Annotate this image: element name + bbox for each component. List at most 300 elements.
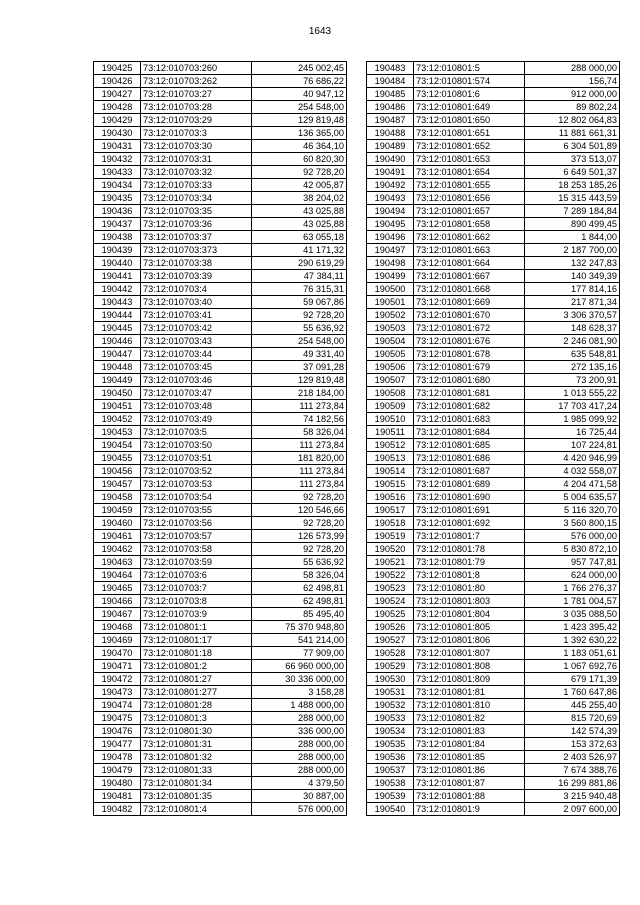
cadastral-number-cell: 73:12:010801:686: [414, 452, 525, 465]
cadastral-number-cell: 73:12:010801:31: [141, 738, 252, 751]
cadastral-number-cell: 73:12:010801:657: [414, 205, 525, 218]
cadastral-value-cell: 890 499,45: [525, 218, 620, 231]
table-row: [367, 348, 620, 361]
cadastral-number-cell: 73:12:010801:680: [414, 374, 525, 387]
record-number-cell: 190502: [367, 309, 414, 322]
table-row: [367, 634, 620, 647]
cadastral-value-cell: 5 116 320,70: [525, 504, 620, 517]
cadastral-number-cell: 73:12:010703:51: [141, 452, 252, 465]
cadastral-value-cell: 76 686,22: [252, 75, 347, 88]
record-number-cell: 190465: [94, 582, 141, 595]
record-number-cell: 190463: [94, 556, 141, 569]
record-number-cell: 190512: [367, 439, 414, 452]
cadastral-number-cell: 73:12:010801:6: [414, 88, 525, 101]
table-row: [94, 426, 347, 439]
cadastral-value-cell: 541 214,00: [252, 634, 347, 647]
record-number-cell: 190461: [94, 530, 141, 543]
table-row: [367, 153, 620, 166]
cadastral-number-cell: 73:12:010703:32: [141, 166, 252, 179]
cadastral-value-cell: 6 304 501,89: [525, 140, 620, 153]
record-number-cell: 190464: [94, 569, 141, 582]
cadastral-number-cell: 73:12:010801:808: [414, 660, 525, 673]
cadastral-value-cell: 373 513,07: [525, 153, 620, 166]
table-row: [94, 400, 347, 413]
cadastral-value-cell: 49 331,40: [252, 348, 347, 361]
table-row: [94, 777, 347, 790]
table-row: [367, 764, 620, 777]
cadastral-number-cell: 73:12:010703:27: [141, 88, 252, 101]
table-row: [94, 75, 347, 88]
cadastral-value-cell: 40 947,12: [252, 88, 347, 101]
cadastral-number-cell: 73:12:010801:4: [141, 803, 252, 816]
table-row: [94, 595, 347, 608]
table-row: [367, 101, 620, 114]
cadastral-value-cell: 272 135,16: [525, 361, 620, 374]
record-number-cell: 190536: [367, 751, 414, 764]
table-row: [367, 179, 620, 192]
cadastral-number-cell: 73:12:010801:649: [414, 101, 525, 114]
cadastral-value-cell: 254 548,00: [252, 101, 347, 114]
table-row: [367, 504, 620, 517]
cadastral-number-cell: 73:12:010801:810: [414, 699, 525, 712]
record-number-cell: 190429: [94, 114, 141, 127]
cadastral-number-cell: 73:12:010801:689: [414, 478, 525, 491]
cadastral-number-cell: 73:12:010801:83: [414, 725, 525, 738]
cadastral-value-cell: 1 392 630,22: [525, 634, 620, 647]
cadastral-value-cell: 7 674 388,76: [525, 764, 620, 777]
cadastral-value-cell: 445 255,40: [525, 699, 620, 712]
record-number-cell: 190456: [94, 465, 141, 478]
table-row: [94, 660, 347, 673]
cadastral-number-cell: 73:12:010801:80: [414, 582, 525, 595]
cadastral-number-cell: 73:12:010801:88: [414, 790, 525, 803]
table-row: [94, 556, 347, 569]
table-row: [94, 361, 347, 374]
table-row: [367, 400, 620, 413]
record-number-cell: 190437: [94, 218, 141, 231]
cadastral-value-cell: 624 000,00: [525, 569, 620, 582]
record-number-cell: 190497: [367, 244, 414, 257]
cadastral-value-cell: 2 187 700,00: [525, 244, 620, 257]
table-row: [94, 205, 347, 218]
record-number-cell: 190485: [367, 88, 414, 101]
cadastral-number-cell: 73:12:010801:78: [414, 543, 525, 556]
table-row: [94, 491, 347, 504]
record-number-cell: 190533: [367, 712, 414, 725]
table-row: [94, 647, 347, 660]
table-row: [367, 530, 620, 543]
cadastral-value-cell: 288 000,00: [252, 751, 347, 764]
table-row: [367, 205, 620, 218]
cadastral-number-cell: 73:12:010703:30: [141, 140, 252, 153]
cadastral-value-cell: 62 498,81: [252, 582, 347, 595]
cadastral-number-cell: 73:12:010801:33: [141, 764, 252, 777]
cadastral-value-cell: 11 881 661,31: [525, 127, 620, 140]
cadastral-value-cell: 66 960 000,00: [252, 660, 347, 673]
cadastral-number-cell: 73:12:010801:86: [414, 764, 525, 777]
cadastral-number-cell: 73:12:010703:48: [141, 400, 252, 413]
cadastral-number-cell: 73:12:010801:653: [414, 153, 525, 166]
table-row: [367, 218, 620, 231]
cadastral-value-cell: 92 728,20: [252, 543, 347, 556]
cadastral-value-cell: 12 802 064,83: [525, 114, 620, 127]
table-row: [94, 712, 347, 725]
record-number-cell: 190529: [367, 660, 414, 673]
cadastral-value-cell: 47 384,11: [252, 270, 347, 283]
cadastral-number-cell: 73:12:010801:805: [414, 621, 525, 634]
cadastral-number-cell: 73:12:010801:85: [414, 751, 525, 764]
table-row: [94, 569, 347, 582]
right-cadastre-table: [366, 61, 620, 816]
record-number-cell: 190519: [367, 530, 414, 543]
cadastral-number-cell: 73:12:010801:2: [141, 660, 252, 673]
cadastral-value-cell: 58 326,04: [252, 426, 347, 439]
cadastral-value-cell: 635 548,81: [525, 348, 620, 361]
cadastral-number-cell: 73:12:010801:7: [414, 530, 525, 543]
cadastral-value-cell: 1 985 099,92: [525, 413, 620, 426]
record-number-cell: 190479: [94, 764, 141, 777]
cadastral-number-cell: 73:12:010703:38: [141, 257, 252, 270]
cadastral-number-cell: 73:12:010801:574: [414, 75, 525, 88]
table-row: [94, 166, 347, 179]
record-number-cell: 190468: [94, 621, 141, 634]
record-number-cell: 190487: [367, 114, 414, 127]
cadastral-number-cell: 73:12:010703:39: [141, 270, 252, 283]
record-number-cell: 190450: [94, 387, 141, 400]
record-number-cell: 190433: [94, 166, 141, 179]
table-row: [94, 153, 347, 166]
cadastral-value-cell: 120 546,66: [252, 504, 347, 517]
record-number-cell: 190532: [367, 699, 414, 712]
cadastral-value-cell: 2 403 526,97: [525, 751, 620, 764]
record-number-cell: 190432: [94, 153, 141, 166]
cadastral-value-cell: 55 636,92: [252, 556, 347, 569]
record-number-cell: 190434: [94, 179, 141, 192]
cadastral-value-cell: 85 495,40: [252, 608, 347, 621]
cadastral-number-cell: 73:12:010703:31: [141, 153, 252, 166]
record-number-cell: 190472: [94, 673, 141, 686]
cadastral-number-cell: 73:12:010801:84: [414, 738, 525, 751]
cadastral-number-cell: 73:12:010801:685: [414, 439, 525, 452]
record-number-cell: 190459: [94, 504, 141, 517]
table-row: [94, 803, 347, 816]
cadastral-value-cell: 1 013 555,22: [525, 387, 620, 400]
cadastral-value-cell: 679 171,39: [525, 673, 620, 686]
table-row: [367, 296, 620, 309]
record-number-cell: 190478: [94, 751, 141, 764]
record-number-cell: 190508: [367, 387, 414, 400]
cadastral-number-cell: 73:12:010801:35: [141, 790, 252, 803]
table-row: [367, 686, 620, 699]
record-number-cell: 190443: [94, 296, 141, 309]
cadastral-value-cell: 75 370 948,80: [252, 621, 347, 634]
record-number-cell: 190539: [367, 790, 414, 803]
table-row: [367, 439, 620, 452]
record-number-cell: 190493: [367, 192, 414, 205]
table-row: [94, 634, 347, 647]
record-number-cell: 190528: [367, 647, 414, 660]
cadastral-value-cell: 290 619,29: [252, 257, 347, 270]
cadastral-value-cell: 156,74: [525, 75, 620, 88]
cadastral-value-cell: 111 273,84: [252, 439, 347, 452]
table-row: [367, 140, 620, 153]
table-row: [94, 257, 347, 270]
cadastral-value-cell: 218 184,00: [252, 387, 347, 400]
record-number-cell: 190435: [94, 192, 141, 205]
record-number-cell: 190505: [367, 348, 414, 361]
cadastral-value-cell: 77 909,00: [252, 647, 347, 660]
cadastral-number-cell: 73:12:010801:692: [414, 517, 525, 530]
cadastral-number-cell: 73:12:010703:35: [141, 205, 252, 218]
cadastral-value-cell: 1 488 000,00: [252, 699, 347, 712]
cadastral-value-cell: 288 000,00: [252, 712, 347, 725]
table-row: [367, 387, 620, 400]
table-row: [367, 335, 620, 348]
left-table-body: [94, 62, 347, 816]
table-row: [94, 452, 347, 465]
table-row: [94, 348, 347, 361]
table-row: [94, 127, 347, 140]
table-row: [367, 270, 620, 283]
cadastral-number-cell: 73:12:010703:53: [141, 478, 252, 491]
table-row: [367, 413, 620, 426]
table-row: [367, 62, 620, 75]
record-number-cell: 190540: [367, 803, 414, 816]
record-number-cell: 190486: [367, 101, 414, 114]
cadastral-value-cell: 245 002,45: [252, 62, 347, 75]
table-row: [367, 114, 620, 127]
record-number-cell: 190480: [94, 777, 141, 790]
table-row: [367, 699, 620, 712]
cadastral-value-cell: 41 171,32: [252, 244, 347, 257]
table-row: [367, 75, 620, 88]
record-number-cell: 190492: [367, 179, 414, 192]
cadastral-number-cell: 73:12:010703:8: [141, 595, 252, 608]
cadastral-value-cell: 30 336 000,00: [252, 673, 347, 686]
record-number-cell: 190494: [367, 205, 414, 218]
cadastral-number-cell: 73:12:010801:806: [414, 634, 525, 647]
table-row: [367, 673, 620, 686]
cadastral-value-cell: 3 035 088,50: [525, 608, 620, 621]
record-number-cell: 190442: [94, 283, 141, 296]
record-number-cell: 190467: [94, 608, 141, 621]
cadastral-number-cell: 73:12:010703:43: [141, 335, 252, 348]
cadastral-number-cell: 73:12:010801:30: [141, 725, 252, 738]
record-number-cell: 190458: [94, 491, 141, 504]
table-row: [367, 621, 620, 634]
record-number-cell: 190440: [94, 257, 141, 270]
cadastral-value-cell: 336 000,00: [252, 725, 347, 738]
record-number-cell: 190513: [367, 452, 414, 465]
table-row: [94, 88, 347, 101]
cadastral-value-cell: 30 887,00: [252, 790, 347, 803]
cadastral-value-cell: 60 820,30: [252, 153, 347, 166]
cadastral-value-cell: 43 025,88: [252, 205, 347, 218]
cadastral-value-cell: 4 204 471,58: [525, 478, 620, 491]
cadastral-value-cell: 17 703 417,24: [525, 400, 620, 413]
cadastral-value-cell: 38 204,02: [252, 192, 347, 205]
table-row: [367, 569, 620, 582]
cadastral-value-cell: 37 091,28: [252, 361, 347, 374]
table-row: [94, 790, 347, 803]
cadastral-value-cell: 815 720,69: [525, 712, 620, 725]
cadastral-number-cell: 73:12:010703:9: [141, 608, 252, 621]
record-number-cell: 190524: [367, 595, 414, 608]
record-number-cell: 190449: [94, 374, 141, 387]
record-number-cell: 190441: [94, 270, 141, 283]
cadastral-value-cell: 55 636,92: [252, 322, 347, 335]
cadastral-value-cell: 107 224,81: [525, 439, 620, 452]
cadastral-number-cell: 73:12:010703:4: [141, 283, 252, 296]
record-number-cell: 190460: [94, 517, 141, 530]
cadastral-value-cell: 3 306 370,57: [525, 309, 620, 322]
cadastral-number-cell: 73:12:010703:44: [141, 348, 252, 361]
table-row: [94, 608, 347, 621]
table-row: [367, 543, 620, 556]
cadastral-value-cell: 92 728,20: [252, 309, 347, 322]
cadastral-value-cell: 92 728,20: [252, 491, 347, 504]
cadastral-value-cell: 912 000,00: [525, 88, 620, 101]
left-cadastre-table: [93, 61, 347, 816]
cadastral-value-cell: 76 315,31: [252, 283, 347, 296]
record-number-cell: 190475: [94, 712, 141, 725]
record-number-cell: 190453: [94, 426, 141, 439]
cadastral-number-cell: 73:12:010801:654: [414, 166, 525, 179]
cadastral-value-cell: 5 830 872,10: [525, 543, 620, 556]
record-number-cell: 190535: [367, 738, 414, 751]
table-row: [94, 439, 347, 452]
table-row: [94, 699, 347, 712]
table-row: [94, 309, 347, 322]
cadastral-number-cell: 73:12:010703:57: [141, 530, 252, 543]
cadastral-number-cell: 73:12:010801:656: [414, 192, 525, 205]
cadastral-number-cell: 73:12:010801:87: [414, 777, 525, 790]
record-number-cell: 190430: [94, 127, 141, 140]
table-row: [94, 738, 347, 751]
cadastral-value-cell: 3 560 800,15: [525, 517, 620, 530]
table-row: [94, 114, 347, 127]
cadastral-number-cell: 73:12:010703:55: [141, 504, 252, 517]
cadastral-number-cell: 73:12:010801:8: [414, 569, 525, 582]
table-row: [367, 738, 620, 751]
cadastral-number-cell: 73:12:010703:373: [141, 244, 252, 257]
table-row: [94, 140, 347, 153]
record-number-cell: 190481: [94, 790, 141, 803]
table-row: [367, 426, 620, 439]
table-row: [367, 517, 620, 530]
table-row: [94, 62, 347, 75]
table-row: [367, 244, 620, 257]
table-row: [94, 621, 347, 634]
cadastral-value-cell: 576 000,00: [525, 530, 620, 543]
table-row: [367, 647, 620, 660]
cadastral-number-cell: 73:12:010801:679: [414, 361, 525, 374]
cadastral-number-cell: 73:12:010801:81: [414, 686, 525, 699]
record-number-cell: 190534: [367, 725, 414, 738]
cadastral-number-cell: 73:12:010703:42: [141, 322, 252, 335]
cadastral-value-cell: 5 004 635,57: [525, 491, 620, 504]
cadastral-number-cell: 73:12:010801:803: [414, 595, 525, 608]
record-number-cell: 190516: [367, 491, 414, 504]
table-row: [367, 582, 620, 595]
table-row: [367, 192, 620, 205]
record-number-cell: 190523: [367, 582, 414, 595]
table-row: [94, 517, 347, 530]
cadastral-value-cell: 129 819,48: [252, 114, 347, 127]
record-number-cell: 190496: [367, 231, 414, 244]
record-number-cell: 190455: [94, 452, 141, 465]
table-row: [367, 725, 620, 738]
record-number-cell: 190448: [94, 361, 141, 374]
cadastral-number-cell: 73:12:010801:672: [414, 322, 525, 335]
cadastral-value-cell: 126 573,99: [252, 530, 347, 543]
cadastral-number-cell: 73:12:010801:17: [141, 634, 252, 647]
record-number-cell: 190503: [367, 322, 414, 335]
cadastral-value-cell: 129 819,48: [252, 374, 347, 387]
record-number-cell: 190477: [94, 738, 141, 751]
cadastral-value-cell: 74 182,56: [252, 413, 347, 426]
record-number-cell: 190446: [94, 335, 141, 348]
table-row: [367, 452, 620, 465]
cadastral-value-cell: 2 097 600,00: [525, 803, 620, 816]
record-number-cell: 190462: [94, 543, 141, 556]
table-row: [367, 374, 620, 387]
record-number-cell: 190484: [367, 75, 414, 88]
table-row: [94, 101, 347, 114]
cadastral-number-cell: 73:12:010801:807: [414, 647, 525, 660]
cadastral-value-cell: 4 420 946,99: [525, 452, 620, 465]
record-number-cell: 190445: [94, 322, 141, 335]
table-row: [367, 361, 620, 374]
cadastral-value-cell: 3 158,28: [252, 686, 347, 699]
cadastral-value-cell: 58 326,04: [252, 569, 347, 582]
cadastral-number-cell: 73:12:010801:662: [414, 231, 525, 244]
cadastral-value-cell: 140 349,39: [525, 270, 620, 283]
record-number-cell: 190470: [94, 647, 141, 660]
cadastral-value-cell: 92 728,20: [252, 166, 347, 179]
record-number-cell: 190522: [367, 569, 414, 582]
cadastral-number-cell: 73:12:010801:658: [414, 218, 525, 231]
cadastral-number-cell: 73:12:010703:52: [141, 465, 252, 478]
cadastral-number-cell: 73:12:010801:9: [414, 803, 525, 816]
cadastral-value-cell: 1 781 004,57: [525, 595, 620, 608]
cadastral-value-cell: 576 000,00: [252, 803, 347, 816]
cadastral-number-cell: 73:12:010801:681: [414, 387, 525, 400]
table-row: [367, 322, 620, 335]
cadastral-number-cell: 73:12:010801:3: [141, 712, 252, 725]
cadastral-value-cell: 46 364,10: [252, 140, 347, 153]
cadastral-number-cell: 73:12:010801:669: [414, 296, 525, 309]
record-number-cell: 190431: [94, 140, 141, 153]
record-number-cell: 190457: [94, 478, 141, 491]
record-number-cell: 190447: [94, 348, 141, 361]
cadastral-value-cell: 288 000,00: [252, 764, 347, 777]
record-number-cell: 190473: [94, 686, 141, 699]
record-number-cell: 190490: [367, 153, 414, 166]
cadastral-value-cell: 181 820,00: [252, 452, 347, 465]
record-number-cell: 190525: [367, 608, 414, 621]
table-row: [367, 712, 620, 725]
table-row: [94, 374, 347, 387]
cadastral-value-cell: 136 365,00: [252, 127, 347, 140]
cadastral-number-cell: 73:12:010801:32: [141, 751, 252, 764]
cadastral-number-cell: 73:12:010801:652: [414, 140, 525, 153]
table-row: [94, 764, 347, 777]
cadastral-number-cell: 73:12:010801:682: [414, 400, 525, 413]
cadastral-number-cell: 73:12:010703:36: [141, 218, 252, 231]
record-number-cell: 190489: [367, 140, 414, 153]
table-row: [94, 270, 347, 283]
